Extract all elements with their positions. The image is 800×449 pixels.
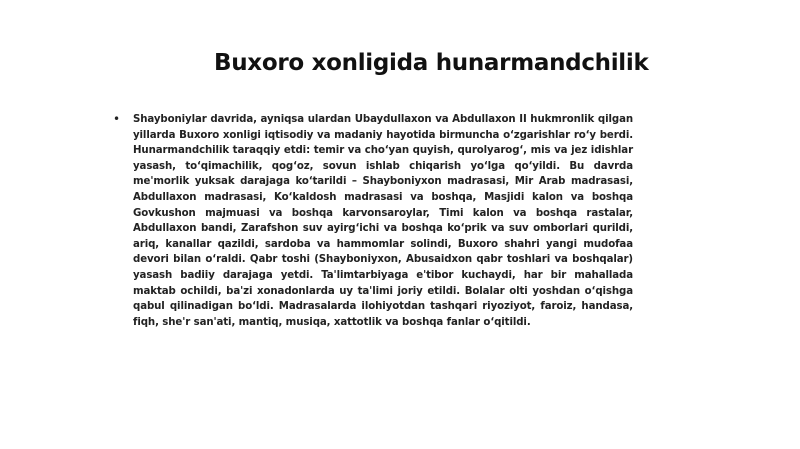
bullet-text: Shayboniylar davrida, ayniqsa ulardan Ubaydullaxon va Abdullaxon II hukmronlik qilgan yillarda Buxoro xonligi iqtisodiy va madaniy hayotida birmuncha o‘zgarishlar ro‘y berdi. Hunarmandchilik taraqqiy etdi: temir va cho‘yan quyish, qurolyarog‘, mis va jez idishlar yasash, to‘qimachilik, qog‘oz, sovun ishlab chiqarish yo‘lga qo‘yildi. Bu davrda me'morlik yuksak darajaga ko‘tarildi – Shayboniyxon madrasasi, Mir Arab madrasasi, Abdullaxon madrasasi, Ko‘kaldosh madrasasi va boshqa, Masjidi kalon va boshqa Govkushon majmuasi va boshqa karvonsaroylar, Timi kalon va boshqa rastalar, Abdullaxon bandi, Zarafshon suv ayirg‘ichi va boshqa ko‘prik va suv omborlari qurildi, ariq, kanallar qazildi, sardoba va hammomlar solindi, Buxoro shahri yangi mudofaa devori bilan o‘raldi. Qabr toshi (Shayboniyxon, Abusaidxon qabr toshlari va boshqalar) yasash badiiy darajaga yetdi. Ta'limtarbiyaga e'tibor kuchaydi, har bir mahallada maktab ochildi, ba'zi xonadonlarda uy ta'limi joriy etildi. Bolalar olti yoshdan o‘qishga qabul qilinadigan bo‘ldi. Madrasalarda ilohiyotdan tashqari riyoziyot, faroiz, handasa, fiqh, she'r san'ati, mantiq, musiqa, xattotlik va boshqa fanlar o‘qitildi. [133, 114, 633, 328]
bullet-dot-icon: • [113, 112, 121, 126]
slide-title: Buxoro xonligida hunarmandchilik [214, 50, 649, 76]
bullet-item [113, 112, 633, 330]
slide-content [113, 112, 633, 330]
